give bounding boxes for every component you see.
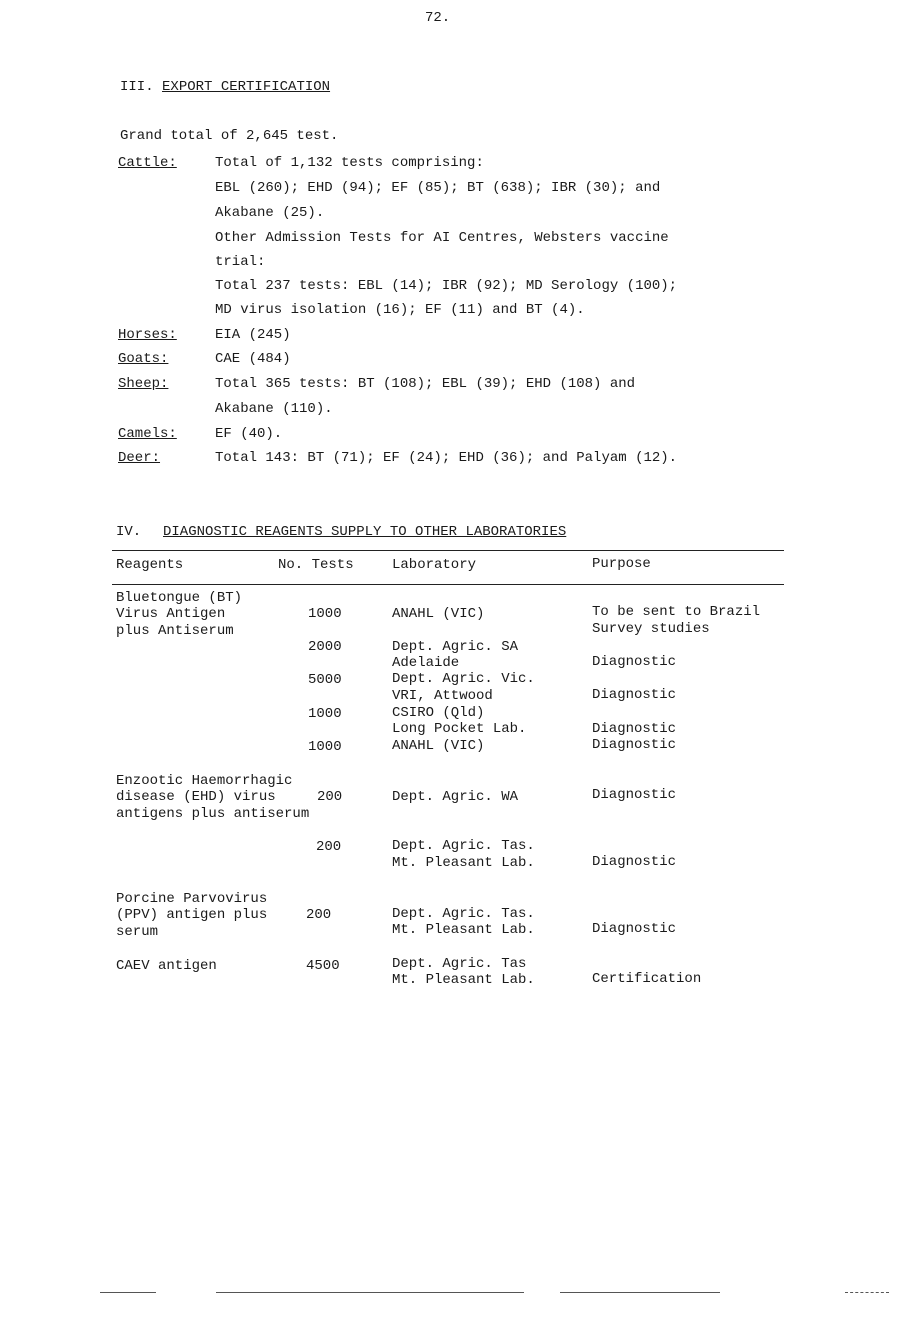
sheep-line-1: Total 365 tests: BT (108); EBL (39); EHD (108) and: [215, 376, 636, 392]
deer-text: Total 143: BT (71); EF (24); EHD (36); and Palyam (12).: [215, 450, 678, 466]
section-3-heading: EXPORT CERTIFICATION: [162, 79, 331, 95]
section-3-number: III.: [120, 79, 163, 95]
purpose-cell: Diagnostic: [592, 854, 677, 870]
tests-cell: 1000: [308, 706, 342, 722]
section-4-title: DIAGNOSTIC REAGENTS SUPPLY TO OTHER LABORATORIES: [163, 524, 567, 540]
tests-cell: 1000: [308, 606, 342, 622]
sheep-label: Sheep:: [118, 376, 169, 392]
table-top-rule: [112, 550, 784, 551]
bottom-rule-segment: [560, 1292, 720, 1293]
lab-cell: Dept. Agric. Tas: [392, 956, 527, 972]
cattle-label: Cattle:: [118, 155, 177, 171]
lab-cell: Dept. Agric. Vic.: [392, 671, 535, 687]
lab-cell: VRI, Attwood: [392, 688, 493, 704]
lab-cell: Mt. Pleasant Lab.: [392, 922, 535, 938]
lab-cell: Adelaide: [392, 655, 460, 671]
lab-cell: ANAHL (VIC): [392, 738, 485, 754]
purpose-cell: Diagnostic: [592, 787, 677, 803]
cattle-line-5: trial:: [215, 254, 266, 270]
horses-label: Horses:: [118, 327, 177, 343]
cattle-line-3: Akabane (25).: [215, 205, 325, 221]
lab-cell: ANAHL (VIC): [392, 606, 485, 622]
tests-cell: 1000: [308, 739, 342, 755]
purpose-cell: Certification: [592, 971, 702, 987]
purpose-cell: Diagnostic: [592, 737, 677, 753]
sheep-line-2: Akabane (110).: [215, 401, 333, 417]
bottom-rule-segment: [216, 1292, 524, 1293]
reagent-line: plus Antiserum: [116, 623, 234, 639]
page-number: 72.: [425, 10, 451, 26]
cattle-line-4: Other Admission Tests for AI Centres, Websters vaccine: [215, 230, 669, 246]
cattle-line-2: EBL (260); EHD (94); EF (85); BT (638); IBR (30); and: [215, 180, 661, 196]
reagent-line: Porcine Parvovirus: [116, 891, 268, 907]
tests-cell: 4500: [306, 958, 340, 974]
section-3-title: [120, 79, 330, 95]
tests-cell: 5000: [308, 672, 342, 688]
horses-text: EIA (245): [215, 327, 291, 343]
cattle-line-7: MD virus isolation (16); EF (11) and BT (4).: [215, 302, 585, 318]
goats-text: CAE (484): [215, 351, 291, 367]
header-purpose: Purpose: [592, 556, 651, 572]
grand-total: Grand total of 2,645 test.: [120, 128, 339, 144]
cattle-line-6: Total 237 tests: EBL (14); IBR (92); MD Serology (100);: [215, 278, 678, 294]
purpose-cell: To be sent to Brazil: [592, 604, 761, 620]
purpose-cell: Survey studies: [592, 621, 710, 637]
bottom-rule-segment: [100, 1292, 156, 1293]
reagent-line: (PPV) antigen plus: [116, 907, 268, 923]
purpose-cell: Diagnostic: [592, 921, 677, 937]
lab-cell: Mt. Pleasant Lab.: [392, 855, 535, 871]
tests-cell: 2000: [308, 639, 342, 655]
lab-cell: Dept. Agric. Tas.: [392, 838, 535, 854]
reagent-line: Bluetongue (BT): [116, 590, 243, 606]
lab-cell: Mt. Pleasant Lab.: [392, 972, 535, 988]
section-3-title-text: [120, 79, 330, 95]
reagent-line: Virus Antigen: [116, 606, 226, 622]
tests-cell: 200: [316, 839, 342, 855]
purpose-cell: Diagnostic: [592, 654, 677, 670]
lab-cell: CSIRO (Qld): [392, 705, 485, 721]
goats-label: Goats:: [118, 351, 169, 367]
lab-cell: Dept. Agric. SA: [392, 639, 519, 655]
lab-cell: Dept. Agric. Tas.: [392, 906, 535, 922]
tests-cell: 200: [317, 789, 343, 805]
lab-cell: Dept. Agric. WA: [392, 789, 519, 805]
reagent-line: Enzootic Haemorrhagic: [116, 773, 293, 789]
header-tests: No. Tests: [278, 557, 354, 573]
camels-label: Camels:: [118, 426, 177, 442]
cattle-line-1: Total of 1,132 tests comprising:: [215, 155, 484, 171]
bottom-rule-segment: [845, 1292, 889, 1293]
caev-reagent: CAEV antigen: [116, 958, 217, 974]
reagent-line: antigens plus antiserum: [116, 806, 310, 822]
purpose-cell: Diagnostic: [592, 721, 677, 737]
header-reagents: Reagents: [116, 557, 184, 573]
lab-cell: Long Pocket Lab.: [392, 721, 527, 737]
reagent-line: disease (EHD) virus: [116, 789, 276, 805]
camels-text: EF (40).: [215, 426, 283, 442]
section-4-number: IV.: [116, 524, 142, 540]
tests-cell: 200: [306, 907, 332, 923]
header-laboratory: Laboratory: [392, 557, 477, 573]
purpose-cell: Diagnostic: [592, 687, 677, 703]
table-header-rule: [112, 584, 784, 585]
reagent-line: serum: [116, 924, 159, 940]
deer-label: Deer:: [118, 450, 161, 466]
